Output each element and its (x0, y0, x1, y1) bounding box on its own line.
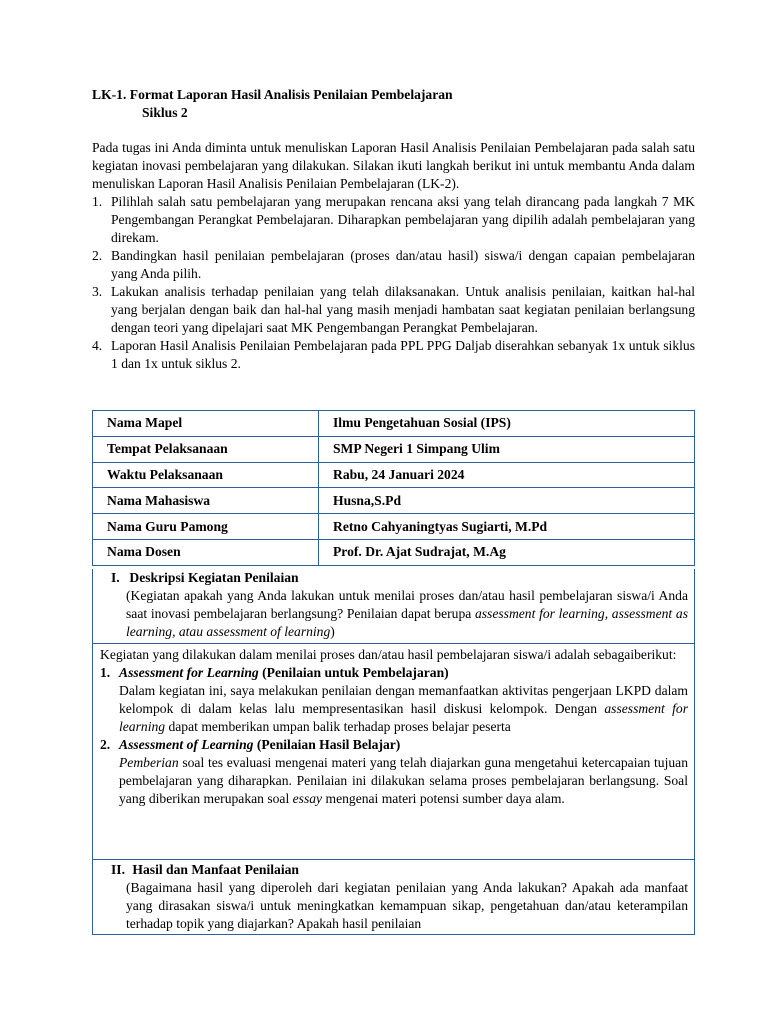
list-number: 2. (100, 737, 111, 752)
row-value: Rabu, 24 Januari 2024 (319, 462, 695, 488)
item-title-italic: Assessment for Learning (119, 665, 259, 680)
list-text: Pilihlah salah satu pembelajaran yang merupakan rencana aksi yang telah dirancang pada langkah 7 MK Pengembangan Perangkat Pembelajaran. Diharapkan pembelajaran yang dipilih adalah pembelajaran yang direkam. (111, 194, 695, 245)
list-item (92, 247, 695, 283)
row-value: SMP Negeri 1 Simpang Ulim (319, 436, 695, 462)
section1-content-box (92, 644, 695, 860)
table-row (93, 462, 695, 488)
item-body (119, 754, 688, 808)
section-numeral: II. (111, 862, 125, 877)
item-title-rest: (Penilaian untuk Pembelajaran) (258, 665, 449, 680)
body-text: soal tes evaluasi mengenai materi yang telah diajarkan guna mengetahui ketercapaian tujuan pembelajaran yang diharapkan. Penilaian ini dilakukan selama proses pembelajaran berlangsung. Soal yang diberikan merupakan soal (119, 755, 688, 806)
title-cycle: Siklus 2 (142, 105, 188, 120)
section1-content (93, 644, 694, 808)
section-title: Deskripsi Kegiatan Penilaian (129, 570, 299, 585)
item-title-italic: Assessment of Learning (119, 737, 254, 752)
instructions (92, 139, 695, 373)
desc-text: (Kegiatan apakah yang Anda lakukan untuk menilai proses dan/atau hasil pembelajaran siswa/i Anda saat inovasi pembelajaran berlangsung? Penilaian dapat berupa (126, 588, 688, 621)
section2-box (92, 860, 695, 935)
row-value: Prof. Dr. Ajat Sudrajat, M.Ag (319, 539, 695, 565)
row-label: Nama Dosen (93, 539, 319, 565)
item-title (119, 736, 688, 754)
table-row (93, 436, 695, 462)
section2-heading (93, 861, 694, 879)
section1-description (93, 587, 694, 641)
table-row (93, 539, 695, 565)
steps-list (92, 193, 695, 373)
row-value: Retno Cahyaningtyas Sugiarti, M.Pd (319, 514, 695, 540)
list-text: Laporan Hasil Analisis Penilaian Pembelajaran pada PPL PPG Daljab diserahkan sebanyak 1x untuk siklus 1 dan 1x untuk siklus 2. (111, 338, 695, 371)
list-text: Lakukan analisis terhadap penilaian yang telah dilaksanakan. Untuk analisis penilaian, kaitkan hal-hal yang berjalan dengan baik dan hal-hal yang masih menjadi hambatan saat kegiatan penilaian berlangsung dengan teori yang dipelajari saat MK Pengembangan Perangkat Pembelajaran. (111, 284, 695, 335)
list-number: 3. (92, 284, 103, 299)
row-label: Nama Mapel (93, 411, 319, 437)
list-item (100, 736, 688, 808)
list-number: 1. (92, 194, 103, 209)
title-line: LK-1. Format Laporan Hasil Analisis Penilaian Pembelajaran (92, 87, 453, 102)
section1-header-box (92, 569, 695, 644)
body-italic: Pemberian (119, 755, 179, 770)
list-item (92, 193, 695, 247)
list-item (92, 283, 695, 337)
item-title (119, 664, 688, 682)
row-label: Nama Mahasiswa (93, 488, 319, 514)
section-title: Hasil dan Manfaat Penilaian (132, 862, 299, 877)
section1-heading (93, 569, 694, 587)
item-body (119, 682, 688, 736)
row-label: Waktu Pelaksanaan (93, 462, 319, 488)
desc-text: ) (330, 624, 335, 639)
section-numeral: I. (111, 570, 120, 585)
list-number: 1. (100, 665, 111, 680)
body-text: Dalam kegiatan ini, saya melakukan penilaian dengan memanfaatkan aktivitas pengerjaan LKPD dalam kelompok di dalam kelas lalu mempresentasikan hasil diskusi kelompok. Dengan (119, 683, 688, 716)
desc-italic: assessment for learning, assessment as learning, atau assessment of learning (126, 606, 688, 639)
document-title (92, 86, 453, 122)
body-italic: essay (292, 791, 323, 806)
row-value: Husna,S.Pd (319, 488, 695, 514)
list-text: Bandingkan hasil penilaian pembelajaran (proses dan/atau hasil) siswa/i dengan capaian pembelajaran yang Anda pilih. (111, 248, 695, 281)
table-row (93, 411, 695, 437)
body-text: dapat memberikan umpan balik terhadap proses belajar peserta (165, 719, 511, 734)
table-row (93, 488, 695, 514)
list-item (92, 337, 695, 373)
row-value: Ilmu Pengetahuan Sosial (IPS) (319, 411, 695, 437)
content-lead: Kegiatan yang dilakukan dalam menilai proses dan/atau hasil pembelajaran siswa/i adalah sebagaiberikut: (100, 647, 677, 662)
intro-paragraph: Pada tugas ini Anda diminta untuk menuliskan Laporan Hasil Analisis Penilaian Pembelajaran pada salah satu kegiatan inovasi pembelajaran yang dilakukan. Silakan ikuti langkah berikut ini untuk membantu Anda dalam menuliskan Laporan Hasil Analisis Penilaian Pembelajaran (LK-2). (92, 140, 695, 191)
list-item (100, 664, 688, 736)
row-label: Tempat Pelaksanaan (93, 436, 319, 462)
row-label: Nama Guru Pamong (93, 514, 319, 540)
info-table (92, 410, 695, 566)
list-number: 2. (92, 248, 103, 263)
list-number: 4. (92, 338, 103, 353)
item-title-rest: (Penilaian Hasil Belajar) (253, 737, 401, 752)
table-row (93, 514, 695, 540)
body-text: mengenai materi potensi sumber daya alam. (322, 791, 565, 806)
body-italic: assessment for learning (119, 701, 689, 734)
section2-description: (Bagaimana hasil yang diperoleh dari kegiatan penilaian yang Anda lakukan? Apakah ada manfaat yang dirasakan siswa/i untuk meningkatkan kemampuan sikap, pengetahuan dan/atau keterampilan terhadap topik yang diajarkan? Apakah hasil penilaian (126, 880, 688, 931)
